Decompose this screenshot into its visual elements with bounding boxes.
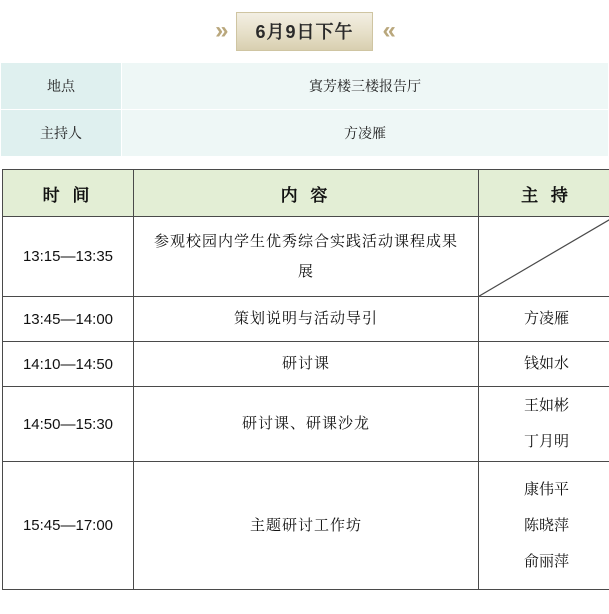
host-name: 丁月明 <box>523 433 569 451</box>
column-header-host: 主 持 <box>479 170 609 217</box>
spacer <box>0 157 609 169</box>
host-name: 王如彬 <box>523 397 569 415</box>
banner <box>0 0 609 62</box>
info-table <box>0 62 609 157</box>
info-value-host: 方凌雁 <box>122 110 609 157</box>
table-row <box>3 297 609 342</box>
cell-content: 研讨课、研课沙龙 <box>134 387 479 462</box>
cell-content: 策划说明与活动导引 <box>134 297 479 342</box>
cell-time: 13:45—14:00 <box>3 297 134 342</box>
chevron-right-icon: » <box>215 17 227 44</box>
table-row <box>3 462 609 590</box>
cell-host: 钱如水 <box>479 342 609 387</box>
cell-host <box>479 387 609 462</box>
host-name: 康伟平 <box>523 480 569 498</box>
cell-host-empty <box>479 217 609 297</box>
cell-time: 14:50—15:30 <box>3 387 134 462</box>
chevron-left-icon: « <box>382 17 394 44</box>
cell-time: 15:45—17:00 <box>3 462 134 590</box>
cell-time: 14:10—14:50 <box>3 342 134 387</box>
info-label-host: 主持人 <box>1 110 122 157</box>
table-row <box>3 217 609 297</box>
cell-host: 方凌雁 <box>479 297 609 342</box>
host-name: 俞丽萍 <box>523 552 569 570</box>
diagonal-slash-icon <box>479 217 609 296</box>
column-header-time: 时 间 <box>3 170 134 217</box>
table-row <box>3 342 609 387</box>
table-row <box>1 110 609 157</box>
host-name: 陈晓萍 <box>523 516 569 534</box>
cell-content: 主题研讨工作坊 <box>134 462 479 590</box>
cell-content: 参观校园内学生优秀综合实践活动课程成果展 <box>134 217 479 297</box>
page-title: 6月9日下午 <box>236 12 372 51</box>
table-row <box>3 387 609 462</box>
cell-content: 研讨课 <box>134 342 479 387</box>
cell-time: 13:15—13:35 <box>3 217 134 297</box>
schedule-table <box>2 169 609 590</box>
info-value-location: 寘芳楼三楼报告厅 <box>122 63 609 110</box>
info-label-location: 地点 <box>1 63 122 110</box>
cell-host <box>479 462 609 590</box>
column-header-content: 内 容 <box>134 170 479 217</box>
table-header-row <box>3 170 609 217</box>
table-row <box>1 63 609 110</box>
